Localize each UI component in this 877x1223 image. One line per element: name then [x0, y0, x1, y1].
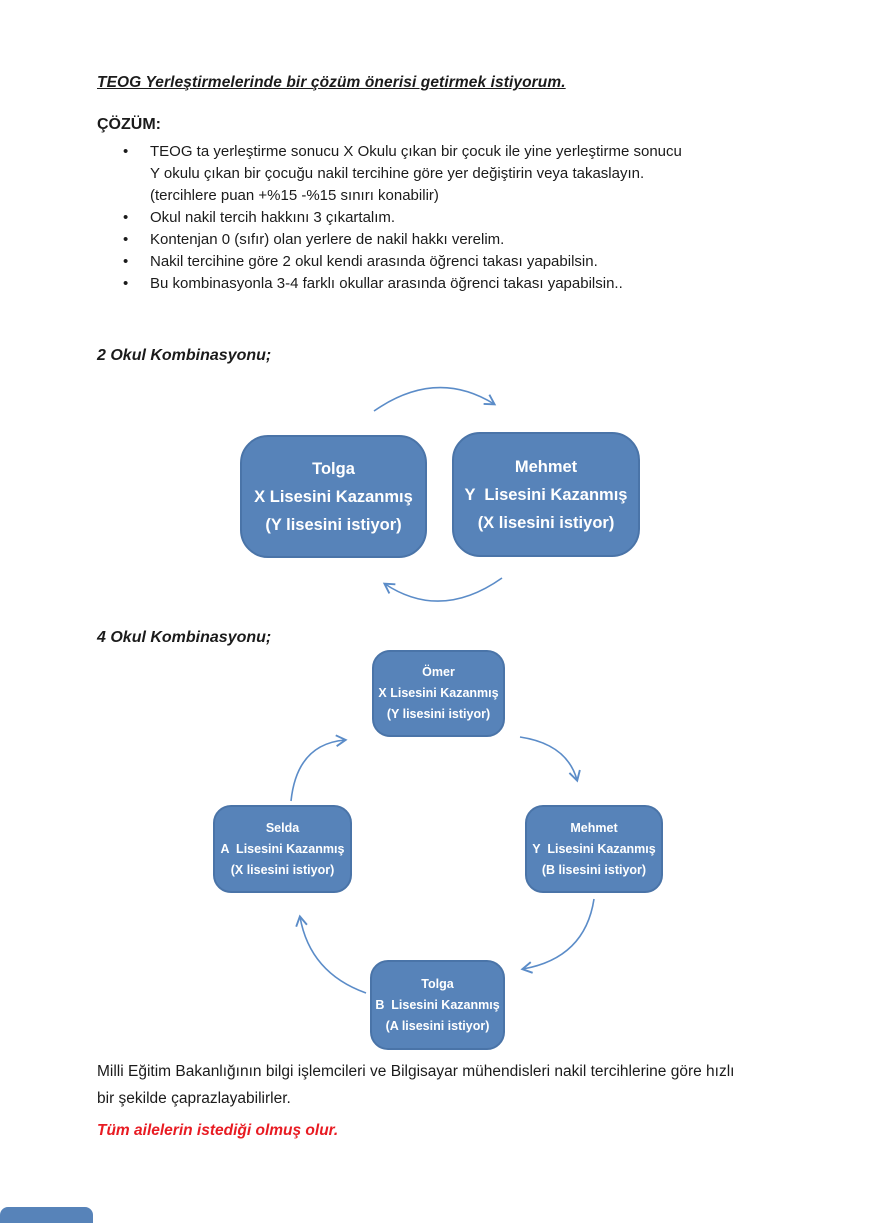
bullet-text: Kontenjan 0 (sıfır) olan yerlere de nakil hakkı verelim. [150, 231, 505, 248]
student-node-tolga [370, 960, 505, 1050]
student-won-school: A Lisesini Kazanmış [220, 841, 345, 856]
bullet-icon: • [123, 253, 129, 270]
cycle-arrow-bottom-right-icon [523, 899, 594, 969]
student-wanted-school: (X lisesini istiyor) [230, 862, 335, 877]
student-wanted-school: (X lisesini istiyor) [477, 513, 615, 532]
bullet-icon: • [123, 275, 129, 292]
student-won-school: Y Lisesini Kazanmış [464, 485, 628, 504]
two-school-diagram [228, 365, 652, 625]
list-item [97, 251, 777, 273]
solution-bullet-list [97, 141, 777, 295]
bullet-icon: • [123, 231, 129, 248]
student-node-selda [213, 805, 352, 893]
four-school-diagram [185, 645, 695, 1057]
bullet-icon: • [123, 143, 129, 160]
list-item [97, 207, 777, 229]
closing-paragraph-line: bir şekilde çaprazlayabilirler. [97, 1090, 291, 1107]
cycle-arrow-top-left-icon [291, 740, 345, 801]
list-item [97, 273, 777, 295]
student-name: Tolga [421, 976, 454, 991]
next-page-partial-box [0, 1207, 93, 1223]
four-school-heading: 4 Okul Kombinasyonu; [97, 629, 272, 646]
student-node-tolga-x [240, 435, 427, 558]
list-item [97, 229, 777, 251]
student-node-mehmet [525, 805, 663, 893]
cycle-arrow-bottom-left-icon [300, 917, 366, 993]
student-name: Ömer [422, 665, 455, 679]
bullet-text: Okul nakil tercih hakkını 3 çıkartalım. [150, 209, 396, 226]
closing-note: Tüm ailelerin istediği olmuş olur. [97, 1122, 339, 1139]
student-node-omer [372, 650, 505, 737]
student-won-school: B Lisesini Kazanmış [375, 997, 500, 1012]
student-wanted-school: (A lisesini istiyor) [385, 1018, 490, 1033]
student-wanted-school: (Y lisesini istiyor) [386, 707, 491, 721]
list-item [97, 141, 777, 207]
student-wanted-school: (B lisesini istiyor) [541, 862, 647, 877]
student-won-school: X Lisesini Kazanmış [254, 487, 413, 506]
swap-arrow-bottom-icon [385, 578, 502, 601]
swap-arrow-top-icon [374, 388, 494, 411]
bullet-text: Bu kombinasyonla 3-4 farklı okullar arasında öğrenci takası yapabilsin.. [150, 275, 623, 292]
bullet-text: Nakil tercihine göre 2 okul kendi arasında öğrenci takası yapabilsin. [150, 253, 598, 270]
solution-heading: ÇÖZÜM: [97, 116, 161, 133]
cycle-arrow-top-right-icon [520, 737, 577, 780]
student-wanted-school: (Y lisesini istiyor) [265, 515, 402, 534]
bullet-text: Y okulu çıkan bir çocuğu nakil tercihine göre yer değiştirin veya takaslayın. [150, 165, 645, 182]
student-name: Tolga [312, 459, 355, 478]
closing-paragraph-line: Milli Eğitim Bakanlığının bilgi işlemcileri ve Bilgisayar mühendisleri nakil tercihlerine göre hızlı [97, 1063, 735, 1080]
student-won-school: Y Lisesini Kazanmış [532, 841, 656, 856]
student-name: Mehmet [570, 820, 618, 835]
bullet-icon: • [123, 209, 129, 226]
two-school-heading: 2 Okul Kombinasyonu; [97, 347, 272, 364]
document-title: TEOG Yerleştirmelerinde bir çözüm önerisi getirmek istiyorum. [97, 74, 566, 91]
bullet-text: TEOG ta yerleştirme sonucu X Okulu çıkan bir çocuk ile yine yerleştirme sonucu [150, 143, 682, 160]
student-node-mehmet-y [452, 432, 640, 557]
bullet-text: (tercihlere puan +%15 -%15 sınırı konabilir) [150, 187, 439, 204]
student-name: Mehmet [514, 457, 578, 476]
closing-paragraph [97, 1058, 817, 1112]
student-won-school: X Lisesini Kazanmış [378, 686, 499, 700]
student-name: Selda [265, 820, 300, 835]
